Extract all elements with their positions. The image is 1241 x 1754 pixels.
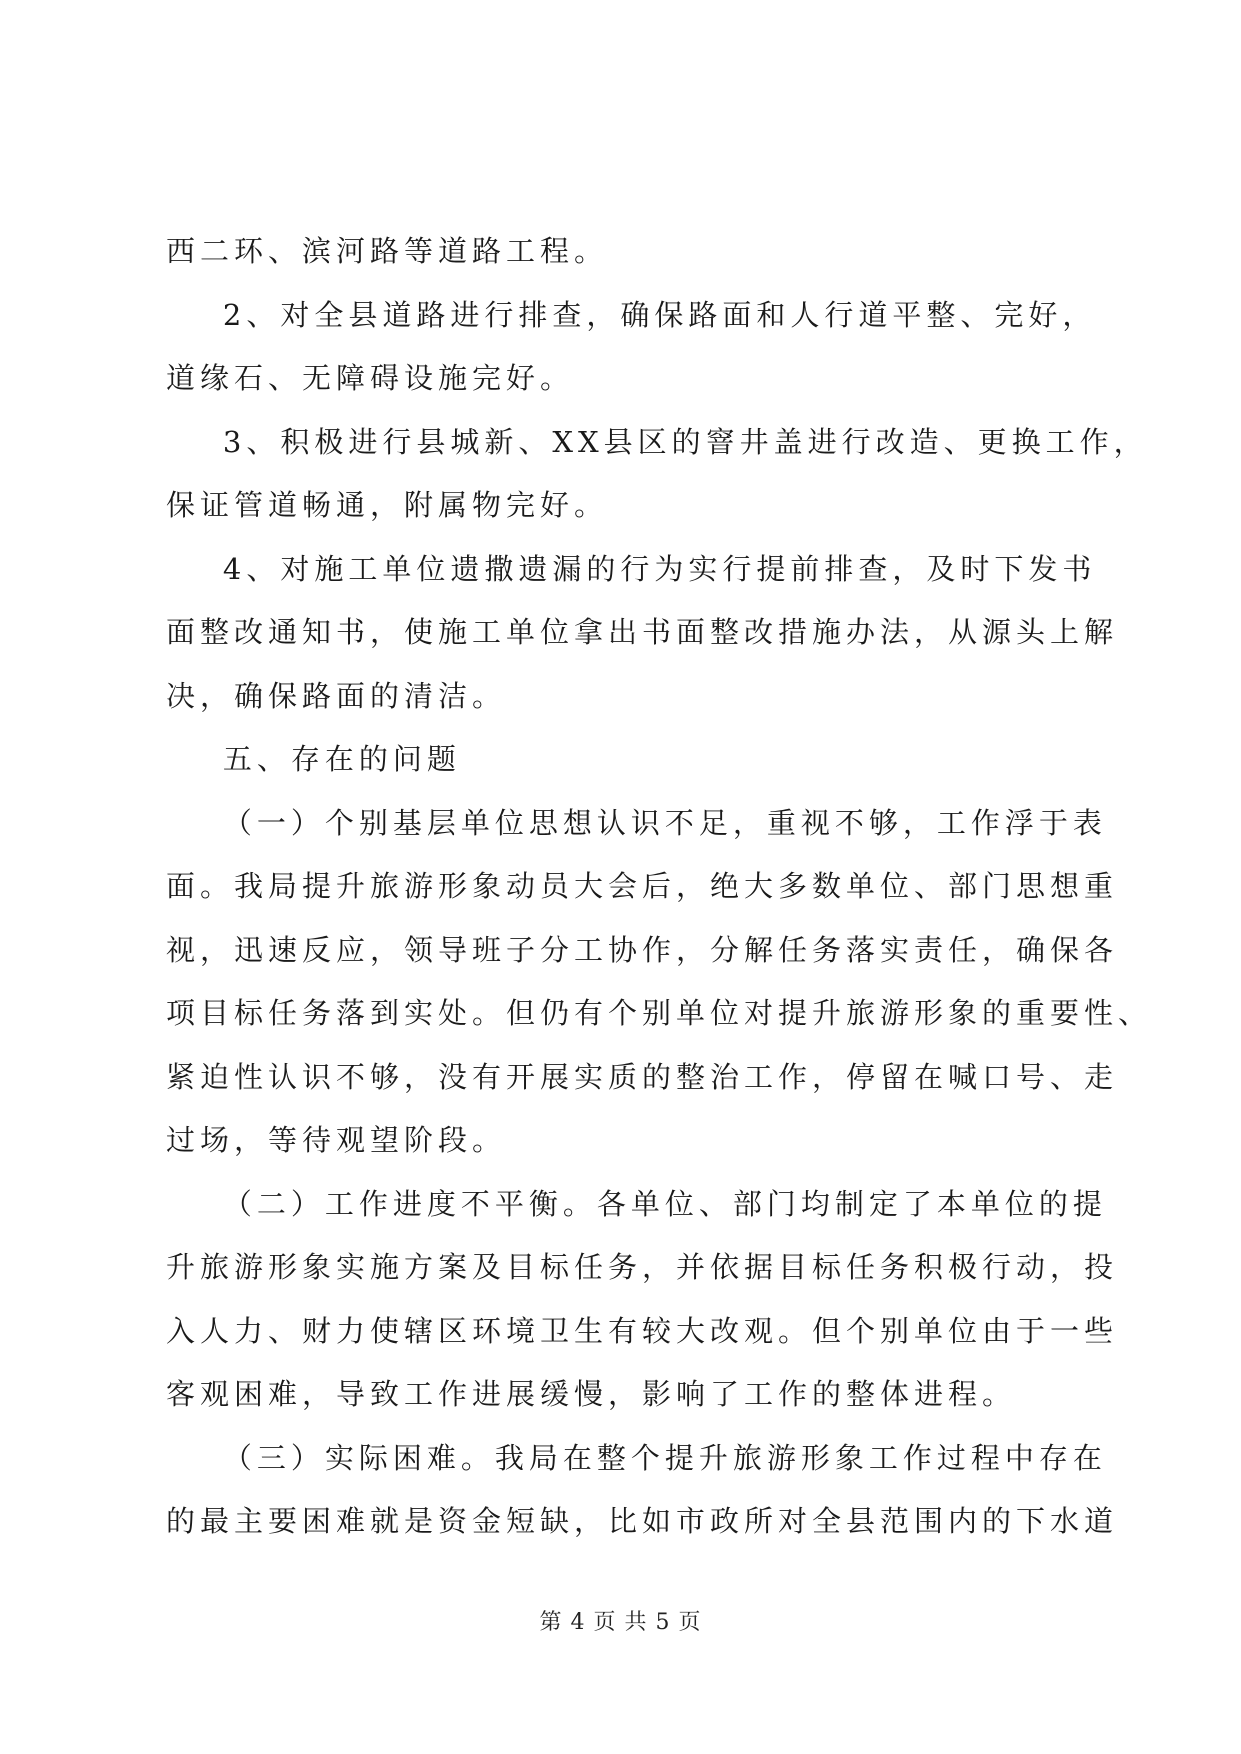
text-line: 紧迫性认识不够，没有开展实质的整治工作，停留在喊口号、走 — [166, 1059, 1119, 1094]
text-line: 面整改通知书，使施工单位拿出书面整改措施办法，从源头上解 — [166, 615, 1119, 649]
text-line: 五、存在的问题 — [166, 742, 461, 776]
text-line: 道缘石、无障碍设施完好。 — [166, 361, 575, 395]
text-line: 客观困难，导致工作进展缓慢，影响了工作的整体进程。 — [166, 1377, 1017, 1411]
page-footer: 第 4 页 共 5 页 — [539, 1610, 702, 1635]
text-line: （三）实际困难。我局在整个提升旅游形象工作过程中存在 — [166, 1440, 1107, 1475]
text-line: 项目标任务落到实处。但仍有个别单位对提升旅游形象的重要性、 — [166, 996, 1153, 1030]
text-line: （二）工作进度不平衡。各单位、部门均制定了本单位的提 — [166, 1186, 1107, 1221]
text-line: 西二环、滨河路等道路工程。 — [166, 234, 609, 268]
document-body — [166, 220, 1153, 1554]
text-line: 4、对施工单位遗撒遗漏的行为实行提前排查，及时下发书 — [166, 551, 1097, 586]
text-line: 保证管道畅通，附属物完好。 — [166, 488, 609, 522]
text-line: 升旅游形象实施方案及目标任务，并依据目标任务积极行动，投 — [166, 1250, 1119, 1284]
text-line: 决，确保路面的清洁。 — [166, 678, 507, 713]
text-line: 视，迅速反应，领导班子分工协作，分解任务落实责任，确保各 — [166, 932, 1119, 967]
text-line: 2、对全县道路进行排查，确保路面和人行道平整、完好， — [166, 297, 1097, 332]
text-line: 面。我局提升旅游形象动员大会后，绝大多数单位、部门思想重 — [166, 869, 1119, 903]
text-line: 3、积极进行县城新、XX县区的窨井盖进行改造、更换工作， — [166, 424, 1148, 459]
text-line: （一）个别基层单位思想认识不足，重视不够，工作浮于表 — [166, 805, 1107, 840]
text-line: 过场，等待观望阶段。 — [166, 1123, 507, 1157]
text-line: 的最主要困难就是资金短缺，比如市政所对全县范围内的下水道 — [166, 1504, 1119, 1538]
text-line: 入人力、财力使辖区环境卫生有较大改观。但个别单位由于一些 — [166, 1313, 1119, 1348]
